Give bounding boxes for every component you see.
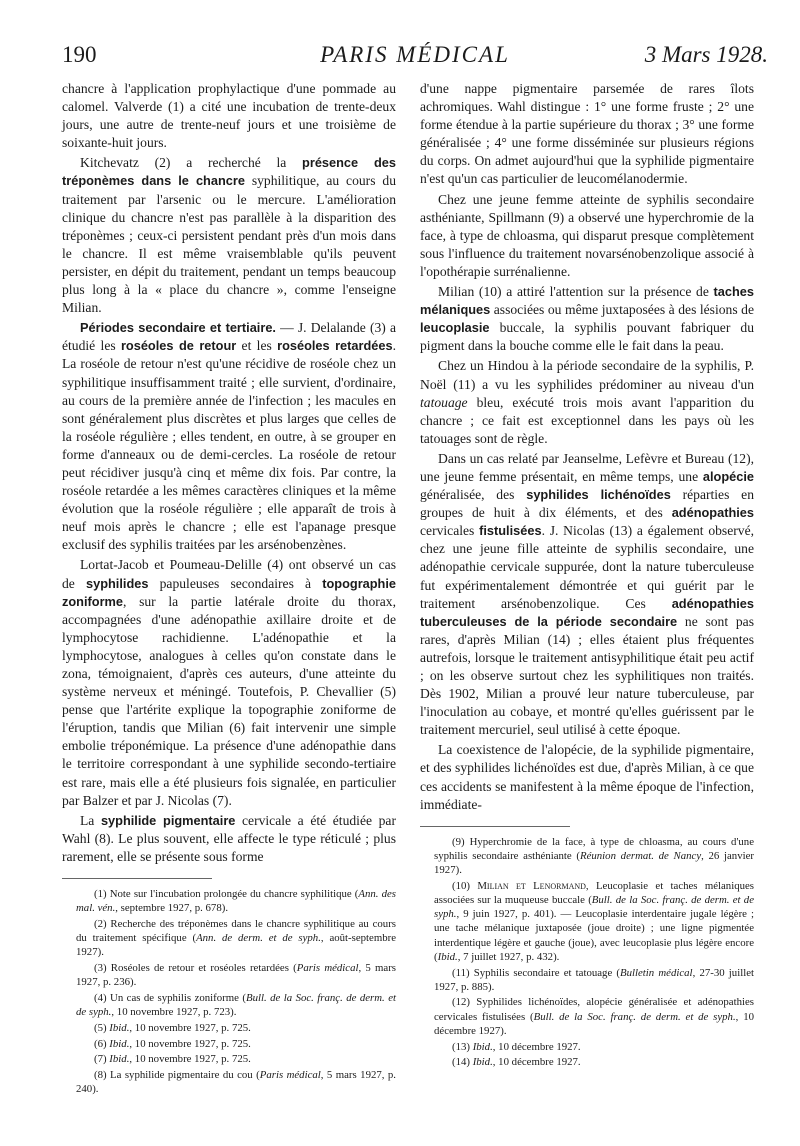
paragraph: Chez une jeune femme atteinte de syphilis secondaire asthéniante, Spillmann (9) a observé une hyperchromie de la face, à type de chloasma, qui disparut presque complètement sous l'influence du traitement novarsénobenzolique associé à l'opothérapie surrénalienne. [420,191,754,279]
paragraph: d'une nappe pigmentaire parsemée de rares îlots achromiques. Wahl distingue : 1° une forme fruste ; 2° une forme étendue à la partie supérieure du thorax ; 3° une forme généralisée ; 4° une forme disséminée sur plusieurs régions du corps. On admet aujourd'hui que la syphilide pigmentaire n'est qu'un cas particulier de leucomélanodermie. [420,81,754,187]
paragraph: La coexistence de l'alopécie, de la syphilide pigmentaire, et des syphilides lichénoïdes est due, d'après Milian, à ce que ces accidents se manifestent à la même époque de l'infection, immédiate- [420,742,754,812]
footnote: (13) Ibid., 10 décembre 1927. [452,1040,581,1053]
paragraph: Kitchevatz (2) a recherché la présence des tréponèmes dans le chancre syphilitique, au cours du traitement par l'arsenic ou le mercure. L'amélioration clinique du chancre n'est pas parallèle à la disparition des tréponèmes ; ceux-ci persistent pendant près d'un mois dans le chancre. Il est même vraisemblable qu'ils peuvent persister, en dépit du traitement, pendant un temps beaucoup plus long à la « place du chancre », comme l'enseigne Milian. [62,155,396,316]
footnote: (14) Ibid., 10 décembre 1927. [452,1056,581,1069]
page-header [62,40,768,70]
paragraph: Lortat-Jacob et Poumeau-Delille (4) ont observé un cas de syphilides papuleuses secondaires à topographie zoniforme, sur la partie latérale droite du thorax, accompagnées d'une adénopathie axillaire droite et de lymphocytose rachidienne. L'adénopathie et la lymphocytose, analogues à celles qu'on constate dans le zona, témoignaient, d'après ces auteurs, d'une atteinte du système nerveux et méningé. Toutefois, P. Chevallier (5) pense que l'artérite explique la topographie zoniforme de l'éruption, tandis que Milian (6) fait intervenir une simple embolie tréponémique. La présence d'une adénopathie dans le territoire correspondant à une syphilide secondo-tertiaire est rare, mais elle a été plusieurs fois signalée, en particulier par Balzer et par J. Nicolas (7). [62,557,397,808]
footnote: (10) Milian et Lenormand, Leucoplasie et taches mélaniques associées sur la muqueuse buccale (Bull. de la Soc. franç. de derm. et de syph., 9 juin 1927, p. 401). — Leucoplasie interdentaire jugale légère ; une tache mélanique juxtaposée (joue droite) ; une ligne pigmentée interdentique légère et gauche (joue), avec leucoplasie plus légère encore (Ibid., 7 juillet 1927, p. 432). [434,879,754,963]
paragraph: chancre à l'application prophylactique d'une pommade au calomel. Valverde (1) a cité une incubation de trente-deux jours, une autre de trente-neuf jours et une troisième de soixante-huit jours. [62,81,396,151]
footnote: (9) Hyperchromie de la face, à type de chloasma, au cours d'une syphilis secondaire asthéniante (Réunion dermat. de Nancy, 26 janvier 1927). [434,835,754,877]
paragraph: Dans un cas relaté par Jeanselme, Lefèvre et Bureau (12), une jeune femme présentait, en même temps, une alopécie généralisée, des syphilides lichénoïdes réparties en groupes de huit à dix éléments, et des adénopathies cervicales fistulisées. J. Nicolas (13) a également observé, chez une jeune fille atteinte de syphilis secondaire, une adénopathie cervicale suppurée, dont la nature tuberculeuse fut expérimentalement démontrée et qui guérit par le traitement arsénobenzolique. Ces adénopathies tuberculeuses de la période secondaire ne sont pas rares, d'après Milian (14) ; elles étaient plus fréquentes autrefois, lorsque le traitement antisyphilitique était peu actif ; on les observe surtout chez les syphilitiques non traités. Dès 1902, Milian a prouvé leur nature tuberculeuse, par l'inoculation au cobaye, et montré qu'elles guérissent par le traitement mercuriel, seul utilisé à cette époque. [420,450,754,738]
journal-title: PARIS MÉDICAL [320,42,510,67]
issue-date: 3 Mars 1928. [644,42,768,67]
section-heading: Périodes secondaire et tertiaire. [80,320,276,336]
footnote: (11) Syphilis secondaire et tatouage (Bulletin médical, 27-30 juillet 1927, p. 885). [434,966,754,993]
footnote: (5) Ibid., 10 novembre 1927, p. 725. [94,1021,251,1034]
paragraph: Périodes secondaire et tertiaire. — J. Delalande (3) a étudié les roséoles de retour et les roséoles retardées. La roséole de retour n'est qu'une récidive de roséole chez un syphilitique insuffisamment traité ; elle survient, d'ordinaire, au cours de la première année de l'infection ; les macules en sont généralement plus discrètes et plus larges que celles de la roséole régulière ; elles tendent, en outre, à se grouper en forme d'anneaux ou de demi-cercles. La roséole de retour peut récidiver jusqu'à cinq et même dix fois. Par contre, la roséole retardée a les mêmes caractères cliniques et la même évolution que la roséole régulière ; elle apparaît de trois à neuf mois après le chancre ; elle est l'apanage presque exclusif des syphilis traitées par les arsénobenzènes. [62,320,396,553]
footnote-divider [420,826,570,827]
page-number: 190 [62,42,97,67]
right-column [420,80,754,1070]
footnote: (8) La syphilide pigmentaire du cou (Paris médical, 5 mars 1927, p. 240). [76,1068,396,1096]
footnote: (4) Un cas de syphilis zoniforme (Bull. de la Soc. franç. de derm. et de syph., 10 novembre 1927, p. 723). [76,991,396,1019]
left-column [62,80,396,1096]
footnote: (3) Roséoles de retour et roséoles retardées (Paris médical, 5 mars 1927, p. 236). [76,962,396,989]
footnote: (12) Syphilides lichénoïdes, alopécie généralisée et adénopathies cervicales fistulisées (Bull. de la Soc. franç. de derm. et de syph., 10 décembre 1927). [434,996,754,1037]
footnote: (1) Note sur l'incubation prolongée du chancre syphilitique (Ann. des mal. vén., septembre 1927, p. 678). [76,888,396,915]
paragraph: Milian (10) a attiré l'attention sur la présence de taches mélaniques associées ou même juxtaposées à des lésions de leucoplasie buccale, la syphilis pouvant fabriquer du pigment dans la bouche comme elle le fait dans la peau. [420,284,754,354]
paragraph: La syphilide pigmentaire cervicale a été étudiée par Wahl (8). Le plus souvent, elle affecte le type réticulé ; plus rarement, elle se présente sous forme [62,812,396,864]
footnote-divider [62,878,212,879]
footnote: (2) Recherche des tréponèmes dans le chancre syphilitique au cours du traitement spécifique (Ann. de derm. et de syph., août-septembre 1927). [76,917,396,959]
footnote: (7) Ibid., 10 novembre 1927, p. 725. [94,1053,251,1066]
paragraph: Chez un Hindou à la période secondaire de la syphilis, P. Noël (11) a vu les syphilides prédominer au niveau d'un tatouage bleu, exécuté trois mois avant l'apparition du chancre ; ce fait est exceptionnel dans les pays où les tatouages sont de règle. [420,358,754,446]
footnote: (6) Ibid., 10 novembre 1927, p. 725. [94,1037,251,1050]
